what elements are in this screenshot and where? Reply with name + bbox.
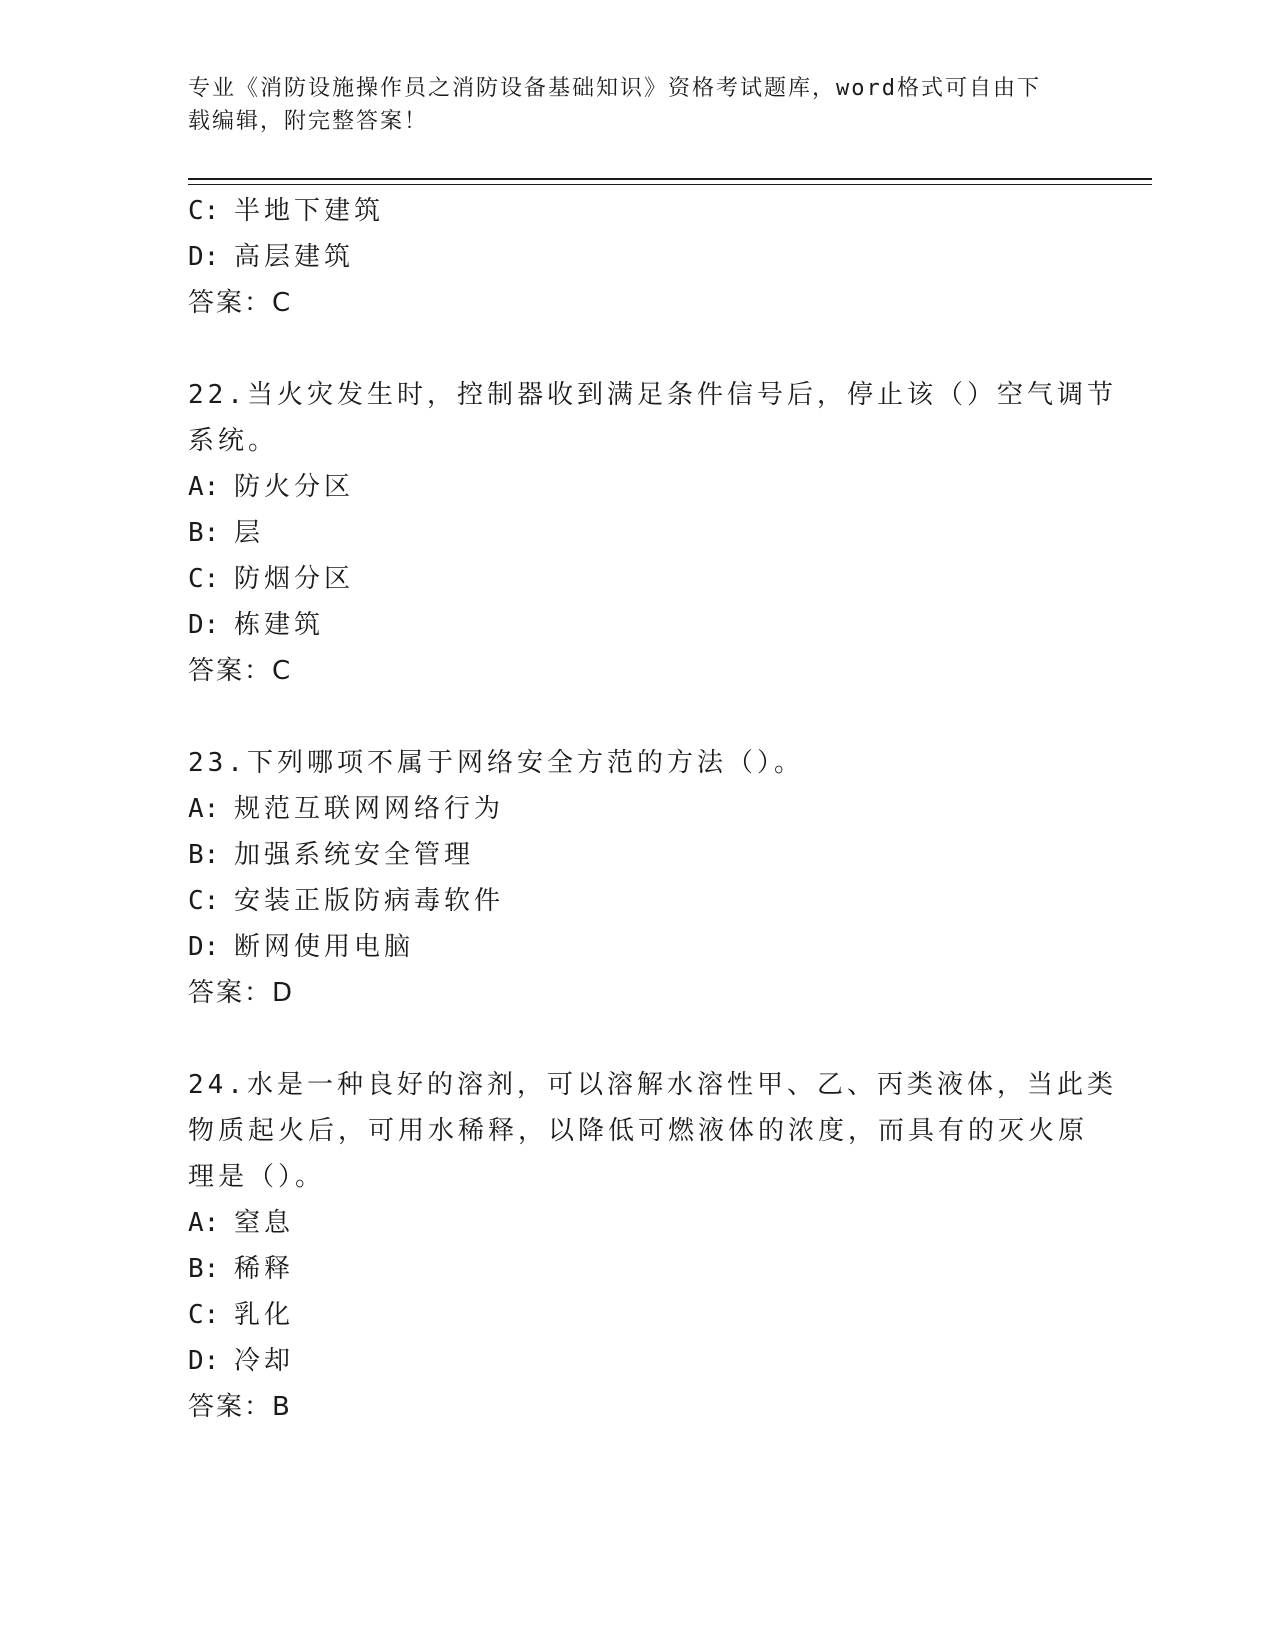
option-a xyxy=(188,786,1088,832)
option-letter: B: xyxy=(188,1254,220,1284)
spacer xyxy=(188,694,1088,740)
option-text: 规范互联网网络行为 xyxy=(234,794,505,824)
option-text: 半地下建筑 xyxy=(234,196,385,226)
option-b xyxy=(188,1246,1088,1292)
question-list xyxy=(188,188,1117,1430)
option-text: 加强系统安全管理 xyxy=(234,840,475,870)
question-stem: 23.下列哪项不属于网络安全方范的方法（）。 xyxy=(188,748,804,778)
spacer xyxy=(188,326,1088,372)
header-divider-thin xyxy=(188,184,1152,185)
option-text: 窒息 xyxy=(234,1208,295,1238)
option-text: 防烟分区 xyxy=(234,564,355,594)
option-text: 栋建筑 xyxy=(234,610,325,640)
option-letter: A: xyxy=(188,472,220,502)
option-d xyxy=(188,1338,1088,1384)
option-letter: D: xyxy=(188,1346,220,1376)
option-d xyxy=(188,924,1088,970)
question-stem: 物质起火后，可用水稀释，以降低可燃液体的浓度，而具有的灭火原 xyxy=(188,1116,1089,1146)
option-c xyxy=(188,556,1088,602)
option-c xyxy=(188,1292,1088,1338)
header-line-2: 载编辑，附完整答案！ xyxy=(188,109,429,134)
document-header xyxy=(188,72,1088,138)
option-c xyxy=(188,878,1088,924)
option-text: 层 xyxy=(234,518,265,548)
question-stem: 理是（）。 xyxy=(188,1162,326,1192)
option-a xyxy=(188,1200,1088,1246)
option-letter: D: xyxy=(188,932,220,962)
option-b xyxy=(188,510,1088,556)
question-24 xyxy=(188,1062,1117,1430)
header-divider-thick xyxy=(188,178,1152,180)
answer-line: 答案：C xyxy=(188,288,293,318)
option-letter: D: xyxy=(188,242,220,272)
option-letter: C: xyxy=(188,564,220,594)
option-text: 冷却 xyxy=(234,1346,295,1376)
option-letter: C: xyxy=(188,886,220,916)
option-a xyxy=(188,464,1088,510)
header-line-1: 专业《消防设施操作员之消防设备基础知识》资格考试题库，word格式可自由下 xyxy=(188,76,1041,101)
spacer xyxy=(188,1016,1088,1062)
option-letter: C: xyxy=(188,196,220,226)
option-letter: A: xyxy=(188,1208,220,1238)
question-stem: 22.当火灾发生时，控制器收到满足条件信号后，停止该（）空气调节 xyxy=(188,380,1117,410)
option-b xyxy=(188,832,1088,878)
question-22 xyxy=(188,372,1117,694)
question-23 xyxy=(188,740,1088,1016)
option-d xyxy=(188,234,1088,280)
option-text: 乳化 xyxy=(234,1300,295,1330)
option-letter: B: xyxy=(188,840,220,870)
option-letter: C: xyxy=(188,1300,220,1330)
option-letter: A: xyxy=(188,794,220,824)
answer-line: 答案：B xyxy=(188,1392,292,1422)
option-letter: D: xyxy=(188,610,220,640)
question-21-tail xyxy=(188,188,1088,326)
option-c xyxy=(188,188,1088,234)
option-text: 防火分区 xyxy=(234,472,355,502)
option-d xyxy=(188,602,1088,648)
option-text: 安装正版防病毒软件 xyxy=(234,886,505,916)
answer-line: 答案：D xyxy=(188,978,295,1008)
option-text: 稀释 xyxy=(234,1254,295,1284)
question-stem: 系统。 xyxy=(188,426,279,456)
option-letter: B: xyxy=(188,518,220,548)
answer-line: 答案：C xyxy=(188,656,293,686)
question-stem: 24.水是一种良好的溶剂，可以溶解水溶性甲、乙、丙类液体，当此类 xyxy=(188,1070,1117,1100)
option-text: 高层建筑 xyxy=(234,242,355,272)
option-text: 断网使用电脑 xyxy=(234,932,415,962)
